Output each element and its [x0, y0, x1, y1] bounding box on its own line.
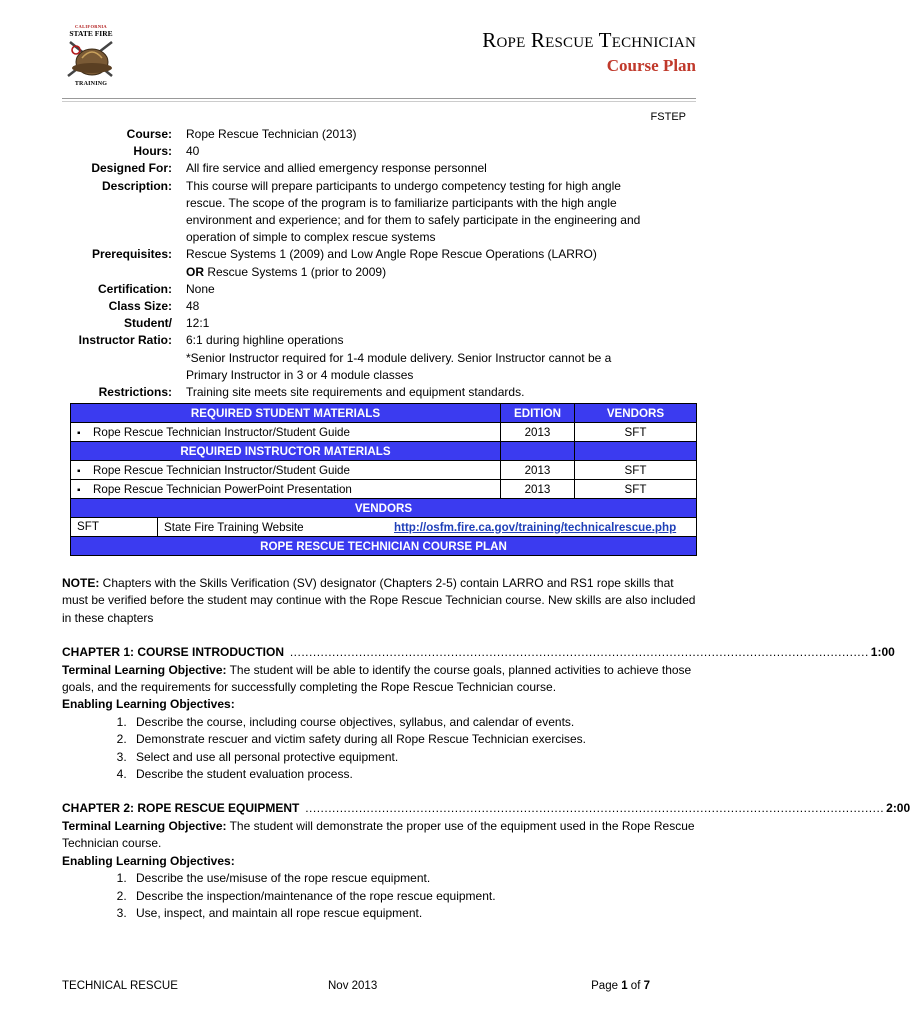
info-line: All fire service and allied emergency response personnel [186, 161, 487, 176]
list-item: 1. Describe the use/misuse of the rope rescue equipment. [130, 870, 696, 887]
info-row-course [60, 126, 682, 143]
info-line: 40 [186, 144, 200, 159]
info-label: Hours: [133, 144, 172, 159]
note-label: NOTE: [62, 576, 100, 590]
document-subtitle: Course Plan [606, 56, 696, 75]
info-row-designed-for [60, 160, 682, 177]
material-edition: 2013 [501, 480, 575, 499]
note-paragraph [62, 575, 696, 627]
header-divider [62, 98, 696, 99]
vendor-cell [71, 518, 697, 537]
vendors-section-header-row [71, 499, 697, 518]
note-text: Chapters with the Skills Verification (SV) designator (Chapters 2-5) contain LARRO and RS1 rope skills that must be verified before the student may continue with the Rope Rescue Technician course. New skills are also included in these chapters [62, 576, 696, 625]
list-item: 3. Use, inspect, and maintain all rope rescue equipment. [130, 905, 696, 922]
info-line: This course will prepare participants to undergo competency testing for high angle [186, 178, 621, 193]
chapter-2-heading [62, 800, 910, 817]
info-line: 12:1 [186, 316, 210, 331]
enabling-objectives-label: Enabling Learning Objectives: [62, 853, 235, 868]
or-prefix: OR [186, 264, 204, 279]
table-row [71, 461, 697, 480]
info-row-certification [60, 281, 682, 298]
page-total: 7 [643, 980, 650, 992]
bullet-icon: ▪ [77, 484, 81, 496]
chapter-title: CHAPTER 2: ROPE RESCUE EQUIPMENT [62, 801, 300, 816]
terminal-objective [62, 662, 696, 697]
vendors-header: VENDORS [575, 404, 697, 423]
state-fire-training-logo [62, 24, 120, 90]
material-edition: 2013 [501, 423, 575, 442]
empty-header-cell [501, 442, 575, 461]
info-line: Primary Instructor in 3 or 4 module classes [186, 367, 414, 382]
info-label: Description: [101, 178, 172, 193]
info-label: Class Size: [108, 299, 172, 314]
page-of: of [627, 980, 644, 992]
course-plan-header: ROPE RESCUE TECHNICIAN COURSE PLAN [71, 537, 697, 556]
info-row-restrictions [60, 384, 682, 401]
info-label: Restrictions: [98, 385, 172, 400]
info-row-student [60, 315, 682, 332]
vendors-section-header: VENDORS [71, 499, 697, 518]
info-line: 48 [186, 299, 200, 314]
material-name-text: Rope Rescue Technician PowerPoint Presentation [93, 482, 352, 496]
info-value [186, 332, 682, 384]
vendor-code: SFT [71, 518, 158, 536]
info-row-hours [60, 143, 682, 160]
info-line: rescue. The scope of the program is to familiarize participants with the high angle [186, 195, 617, 210]
logo-line-training: TRAINING [74, 81, 108, 87]
list-item: 1. Describe the course, including course objectives, syllabus, and calendar of events. [130, 714, 696, 731]
course-plan-body [62, 575, 910, 922]
material-name [71, 480, 501, 499]
firefighter-helmet-icon [62, 36, 120, 82]
table-row [71, 480, 697, 499]
course-info [60, 126, 682, 401]
chapter-1-heading [62, 644, 895, 661]
tlo-text: The student will demonstrate the proper use of the equipment used in the Rope Rescue Technician course. [62, 818, 695, 851]
material-vendor: SFT [575, 461, 697, 480]
page-prefix: Page [591, 980, 622, 992]
student-materials-header: REQUIRED STUDENT MATERIALS [71, 404, 501, 423]
page-number [591, 980, 650, 992]
material-vendor: SFT [575, 480, 697, 499]
leader-dots: ....................................................................................................................................................... [301, 801, 885, 816]
material-name-text: Rope Rescue Technician Instructor/Student Guide [93, 425, 350, 439]
footer-section: TECHNICAL RESCUE [62, 980, 178, 992]
bullet-icon: ▪ [77, 427, 81, 439]
document-title: Rope Rescue Technician [482, 28, 696, 52]
material-name [71, 423, 501, 442]
leader-dots: ....................................................................................................................................................... [286, 645, 869, 660]
student-materials-header-row [71, 404, 697, 423]
info-value [186, 160, 682, 177]
list-item: 4. Describe the student evaluation process. [130, 766, 696, 783]
edition-header: EDITION [501, 404, 575, 423]
chapter-time: 2:00 [886, 801, 910, 816]
empty-header-cell [575, 442, 697, 461]
list-item: 3. Select and use all personal protective equipment. [130, 749, 696, 766]
info-row-prerequisites [60, 246, 682, 280]
bullet-icon: ▪ [77, 465, 81, 477]
material-edition: 2013 [501, 461, 575, 480]
info-label: Prerequisites: [91, 247, 172, 262]
info-label: Course: [126, 127, 172, 141]
logo-line-california: CALIFORNIA [74, 24, 107, 29]
info-value [186, 281, 682, 298]
list-item: 2. Demonstrate rescuer and victim safety during all Rope Rescue Technician exercises. [130, 731, 696, 748]
info-line: None [186, 281, 215, 296]
material-vendor: SFT [575, 423, 697, 442]
info-line: 6:1 during highline operations [186, 333, 344, 348]
info-row-class-size [60, 298, 682, 315]
table-row [71, 423, 697, 442]
info-line: Rope Rescue Technician (2013) [186, 127, 357, 141]
info-line: *Senior Instructor required for 1-4 module delivery. Senior Instructor cannot be a [186, 350, 612, 365]
info-value [186, 143, 682, 160]
info-label: Instructor Ratio: [78, 333, 172, 348]
info-label: Certification: [97, 281, 172, 296]
objectives-list [62, 870, 696, 922]
info-line: Rescue Systems 1 (2009) and Low Angle Rope Rescue Operations (LARRO) [186, 247, 597, 262]
vendor-row [71, 518, 697, 537]
info-label: Student/ [124, 316, 172, 331]
list-item: 2. Describe the inspection/maintenance of the rope rescue equipment. [130, 888, 696, 905]
materials-table [70, 403, 697, 556]
info-row-description [60, 178, 682, 247]
enabling-objectives-label: Enabling Learning Objectives: [62, 697, 235, 712]
terminal-objective [62, 818, 696, 853]
info-line: Training site meets site requirements and equipment standards. [186, 385, 525, 400]
page-current: 1 [621, 980, 628, 992]
footer-date: Nov 2013 [328, 980, 378, 992]
objectives-list [62, 714, 696, 784]
tlo-label: Terminal Learning Objective: [62, 662, 227, 677]
info-value [186, 178, 682, 247]
program-code: FSTEP [650, 111, 686, 123]
tlo-label: Terminal Learning Objective: [62, 818, 227, 833]
info-value [186, 298, 682, 315]
vendor-website-link[interactable]: http://osfm.fire.ca.gov/training/technicalrescue.php [394, 520, 677, 534]
tlo-text: The student will be able to identify the course goals, planned activities to achieve those goals, and the requirements for successfully completing the Rope Rescue Technician course. [62, 662, 692, 695]
info-label: Designed For: [91, 161, 172, 176]
material-name [71, 461, 501, 480]
info-value [186, 246, 682, 280]
info-line: operation of simple to complex rescue systems [186, 230, 436, 245]
chapter-time: 1:00 [870, 645, 895, 660]
logo-line-state-fire: STATE FIRE [69, 29, 113, 38]
info-line [186, 264, 682, 281]
info-value [186, 126, 682, 143]
info-value [186, 315, 682, 332]
vendor-name: State Fire Training Website [164, 520, 304, 534]
instructor-materials-header-row [71, 442, 697, 461]
course-plan-header-row [71, 537, 697, 556]
info-line: environment and experience; and for them to safely participate in the engineering and [186, 213, 641, 228]
chapter-title: CHAPTER 1: COURSE INTRODUCTION [62, 645, 285, 660]
instructor-materials-header: REQUIRED INSTRUCTOR MATERIALS [71, 442, 501, 461]
info-value [186, 384, 682, 401]
material-name-text: Rope Rescue Technician Instructor/Student Guide [93, 463, 350, 477]
info-row-instructor-ratio [60, 332, 682, 384]
or-text: Rescue Systems 1 (prior to 2009) [204, 264, 387, 279]
header-divider-secondary [62, 101, 696, 102]
